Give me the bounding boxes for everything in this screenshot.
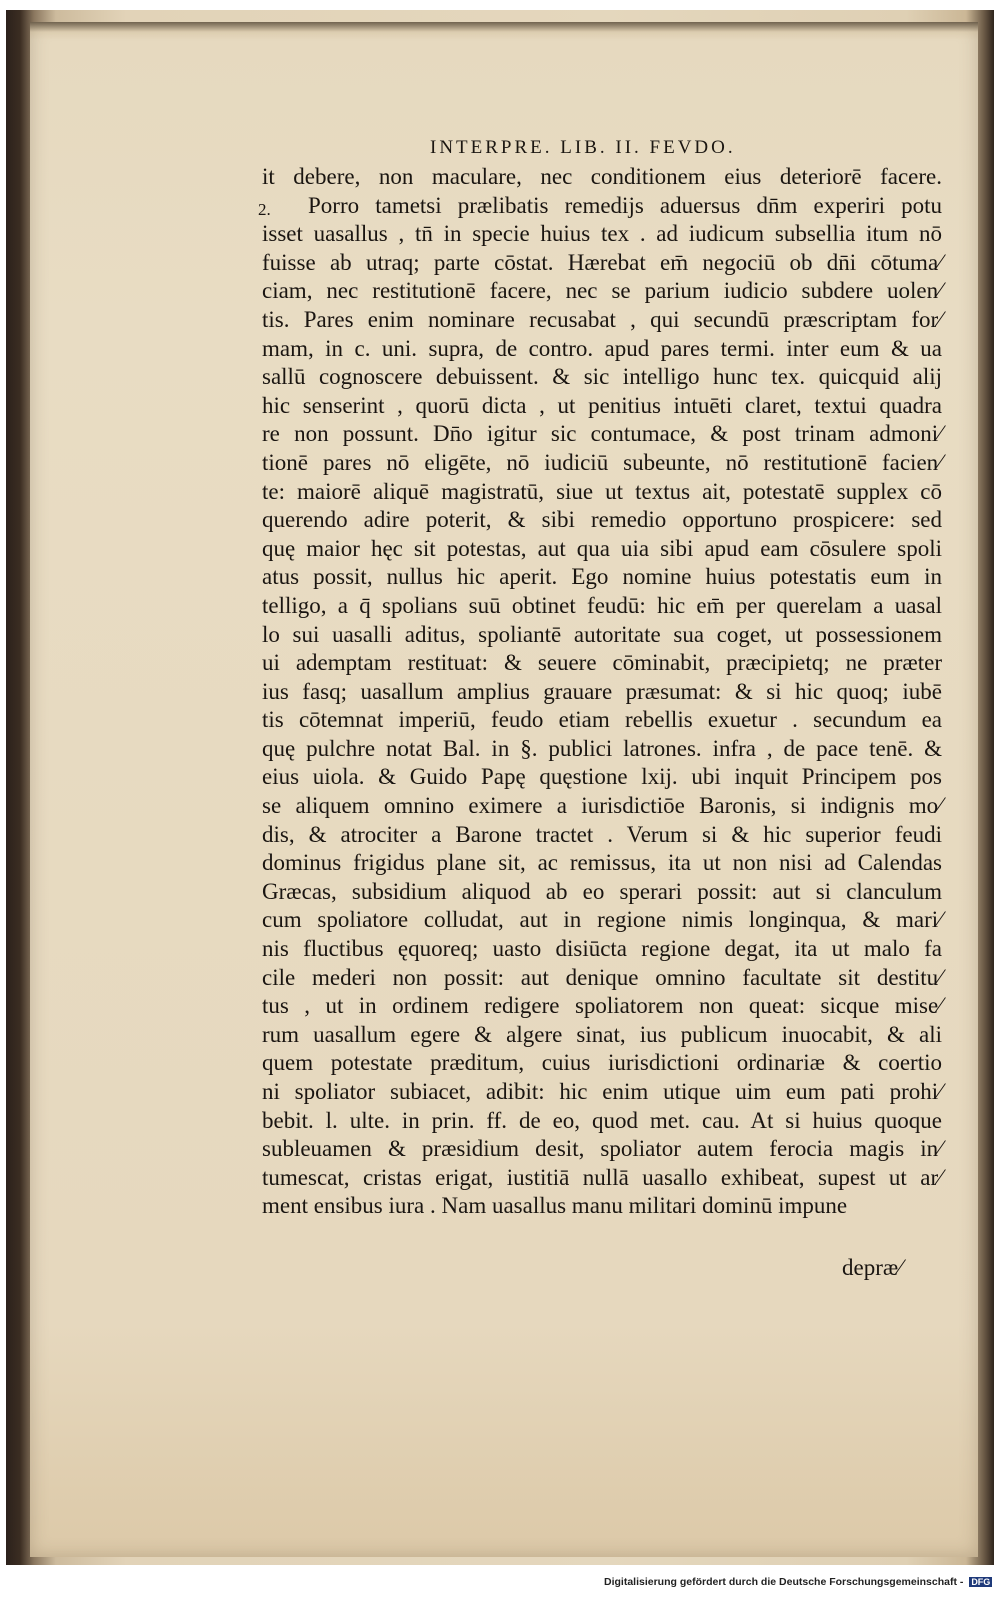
text-line: tis. Pares enim nominare recusabat , qui secundū præscriptam for⁄ — [262, 306, 942, 332]
text-line: nis fluctibus ęquoreq; uasto disiūcta regione degat, ita ut malo fa — [262, 936, 942, 962]
text-line: ius fasq; uasallum amplius grauare præsumat: & si hic quoq; iubē — [262, 678, 942, 704]
text-line: it debere, non maculare, nec conditionem eius deteriorē facere. — [262, 164, 942, 189]
catchword: depræ⁄ — [842, 1255, 903, 1280]
text-line: tionē pares nō eligēte, nō iudiciū subeunte, nō restitutionē facien⁄ — [262, 449, 942, 475]
marginal-number: 2. — [258, 200, 271, 219]
text-line: atus possit, nullus hic aperit. Ego nomine huius potestatis eum in — [262, 564, 942, 590]
text-line: rum uasallum egere & algere sinat, ius publicum inuocabit, & ali — [262, 1021, 942, 1047]
text-line: tus , ut in ordinem redigere spoliatorem non queat: sicque mise⁄ — [262, 993, 942, 1019]
text-line: tumescat, cristas erigat, iustitiā nullā uasallo exhibeat, supest ut ar⁄ — [262, 1164, 942, 1190]
text-line: quę maior hęc sit potestas, aut qua uia sibi apud eam cōsulere spoli — [262, 535, 942, 561]
text-line: subleuamen & præsidium desit, spoliator autem ferocia magis in⁄ — [262, 1136, 942, 1162]
text-line: te: maiorē aliquē magistratū, siue ut textus ait, potestatē supplex cō — [262, 478, 942, 504]
text-line: bebit. l. ulte. in prin. ff. de eo, quod met. cau. At si huius quoque — [262, 1107, 942, 1133]
text-line: re non possunt. Dn̄o igitur sic contumace, & post trinam admoni⁄ — [262, 421, 942, 447]
text-line: isset uasallus , tn̄ in specie huius tex . ad iudicum subsellia itum nō — [262, 221, 942, 247]
text-line: dis, & atrociter a Barone tractet . Verum si & hic superior feudi — [262, 821, 942, 847]
credit-text: Digitalisierung gefördert durch die Deutsche Forschungsgemeinschaft - — [604, 1576, 964, 1588]
text-line: telligo, a q̄ spolians suū obtinet feudū: hic em̄ per querelam a uasal — [262, 592, 942, 618]
text-line: mam, in c. uni. supra, de contro. apud pares termi. inter eum & ua — [262, 335, 942, 361]
text-line: quem potestate præditum, cuius iurisdictioni ordinariæ & coertio — [262, 1050, 942, 1076]
text-line: querendo adire poterit, & sibi remedio opportuno prospicere: sed — [262, 507, 942, 533]
dfg-logo: DFG — [971, 1577, 991, 1588]
page-top-shadow — [30, 22, 978, 32]
digitization-credit — [604, 1576, 994, 1588]
text-line: se aliquem omnino eximere a iurisdictiōe Baronis, si indignis mo⁄ — [262, 793, 942, 819]
running-head: INTERPRE. LIB. II. FEVDO. — [430, 137, 736, 158]
text-line: ciam, nec restitutionē facere, nec se parium iudicio subdere uolen⁄ — [262, 278, 942, 304]
text-line: dominus frigidus plane sit, ac remissus, ita ut non nisi ad Calendas — [262, 850, 942, 876]
text-line: fuisse ab utraq; parte cōstat. Hærebat em̄ negociū ob dn̄i cōtuma⁄ — [262, 249, 942, 275]
text-line: ment ensibus iura . Nam uasallus manu militari dominū impune — [262, 1193, 848, 1219]
text-line: ni spoliator subiacet, adibit: hic enim utique uim eum pati prohi⁄ — [262, 1079, 942, 1104]
text-line: tis cōtemnat imperiū, feudo etiam rebellis exuetur . secundum ea — [262, 707, 942, 733]
text-line: Græcas, subsidium aliquod ab eo sperari possit: aut si clanculum — [262, 878, 942, 904]
text-line: ui ademptam restituat: & seuere cōminabit, præcipietq; ne præter — [262, 650, 942, 676]
text-line: Porro tametsi prælibatis remedijs aduersus dn̄m experiri potu — [308, 192, 942, 218]
text-line: cum spoliatore colludat, aut in regione nimis longinqua, & mari⁄ — [262, 907, 942, 933]
text-line: hic senserint , quorū dicta , ut penitius intuēti claret, textui quadra — [262, 392, 942, 418]
text-line: cile mederi non possit: aut denique omnino facultate sit destitu⁄ — [262, 964, 942, 990]
text-line: quę pulchre notat Bal. in §. publici latrones. infra , de pace tenē. & — [262, 735, 942, 761]
body-text — [262, 163, 942, 1221]
text-line: lo sui uasalli aditus, spoliantē autoritate sua coget, ut possessionem — [262, 621, 942, 647]
text-line: sallū cognoscere debuissent. & sic intelligo hunc tex. quicquid alij — [262, 364, 942, 390]
text-line: eius uiola. & Guido Papę quęstione lxij. ubi inquit Principem pos — [262, 764, 942, 790]
